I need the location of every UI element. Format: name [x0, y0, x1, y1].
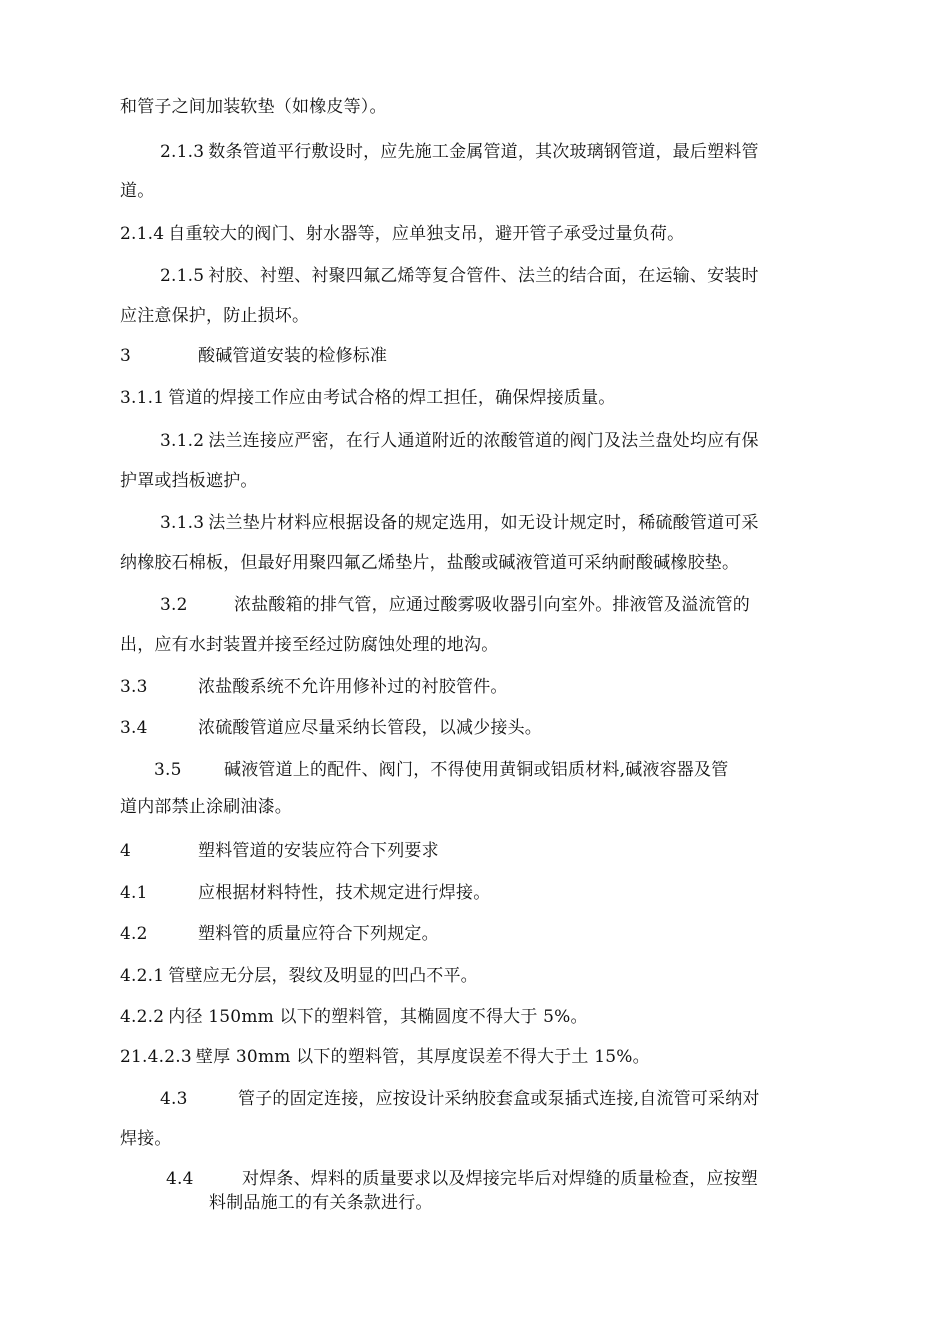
text: 管壁应无分层，裂纹及明显的凹凸不平。: [168, 966, 478, 986]
paragraph-line: [120, 552, 739, 574]
text: 浓盐酸箱的排气管，应通过酸雾吸收器引向室外。排液管及溢流管的: [234, 595, 750, 615]
text: 碱液管道上的配件、阀门，不得使用黄铜或铝质材料,碱液容器及管: [224, 760, 729, 780]
text: 焊接。: [120, 1129, 172, 1149]
paragraph-line: [120, 965, 478, 987]
text: 对焊条、焊料的质量要求以及焊接完毕后对焊缝的质量检查，应按塑: [242, 1169, 758, 1189]
heading-text: 酸碱管道安装的检修标准: [198, 346, 388, 366]
paragraph-line: [154, 759, 728, 781]
text: 管道的焊接工作应由考试合格的焊工担任，确保焊接质量。: [168, 388, 616, 408]
paragraph-line: [120, 180, 154, 202]
paragraph-line: [120, 1128, 172, 1150]
paragraph-line: [160, 1088, 760, 1110]
text: 浓盐酸系统不允许用修补过的衬胶管件。: [198, 677, 508, 697]
text: 法兰连接应严密，在行人通道附近的浓酸管道的阀门及法兰盘处均应有保: [208, 431, 759, 451]
section-number: 3.1.2: [160, 431, 205, 451]
section-number: 3: [120, 346, 132, 366]
section-number: 2.1.5: [160, 266, 205, 286]
text: 应注意保护，防止损坏。: [120, 306, 310, 326]
section-number: 2.1.4: [120, 224, 165, 244]
text: 道。: [120, 181, 155, 201]
section-number: 4.4: [166, 1169, 194, 1189]
section-number: 3.1.3: [160, 513, 205, 533]
text: 自重较大的阀门、射水器等，应单独支吊，避开管子承受过量负荷。: [168, 224, 685, 244]
paragraph-line: [120, 387, 615, 409]
section-number: 3.3: [120, 677, 148, 697]
text: 护罩或挡板遮护。: [120, 471, 258, 491]
paragraph-line: [209, 1192, 433, 1214]
text: 法兰垫片材料应根据设备的规定选用，如无设计规定时，稀硫酸管道可采: [208, 513, 759, 533]
text: 内径 150mm 以下的塑料管，其椭圆度不得大于 5%。: [168, 1007, 588, 1027]
text: 纳橡胶石棉板，但最好用聚四氟乙烯垫片，盐酸或碱液管道可采纳耐酸碱橡胶垫。: [120, 553, 740, 573]
paragraph-line: [120, 796, 292, 818]
paragraph-line: [120, 223, 684, 245]
section-number: 4.2.2: [120, 1007, 165, 1027]
text: 和管子之间加装软垫（如橡皮等）。: [120, 97, 387, 117]
paragraph-line: [160, 265, 759, 287]
paragraph-line: [160, 141, 759, 163]
paragraph-line: [120, 717, 542, 739]
paragraph-line: [120, 1006, 588, 1028]
section-number: 4.3: [160, 1089, 188, 1109]
section-number: 2.1.3: [160, 142, 205, 162]
section-number: 4: [120, 841, 132, 861]
text: 数条管道平行敷设时，应先施工金属管道，其次玻璃钢管道，最后塑料管: [208, 142, 759, 162]
paragraph-line: [120, 470, 258, 492]
heading-text: 塑料管道的安装应符合下列要求: [198, 841, 439, 861]
section-heading: [120, 345, 387, 367]
paragraph-line: [120, 1046, 650, 1068]
paragraph-line: [120, 923, 439, 945]
paragraph-line: [160, 512, 759, 534]
paragraph-line: [120, 634, 498, 656]
text: 应根据材料特性，技术规定进行焊接。: [198, 883, 491, 903]
text: 料制品施工的有关条款进行。: [209, 1193, 433, 1213]
paragraph-line: [120, 96, 387, 118]
section-number: 4.1: [120, 883, 148, 903]
text: 管子的固定连接，应按设计采纳胶套盒或泵插式连接,自流管可采纳对: [238, 1089, 760, 1109]
section-heading: [120, 840, 439, 862]
text: 衬胶、衬塑、衬聚四氟乙烯等复合管件、法兰的结合面，在运输、安装时: [208, 266, 759, 286]
paragraph-line: [166, 1168, 758, 1190]
section-number: 4.2: [120, 924, 148, 944]
section-number: 3.5: [154, 760, 182, 780]
section-number: 3.4: [120, 718, 148, 738]
text: 出，应有水封装置并接至经过防腐蚀处理的地沟。: [120, 635, 499, 655]
text: 道内部禁止涂刷油漆。: [120, 797, 292, 817]
section-number: 21.4.2.3: [120, 1047, 192, 1067]
section-number: 4.2.1: [120, 966, 165, 986]
section-number: 3.1.1: [120, 388, 165, 408]
paragraph-line: [120, 676, 508, 698]
paragraph-line: [160, 430, 759, 452]
paragraph-line: [120, 305, 309, 327]
text: 塑料管的质量应符合下列规定。: [198, 924, 439, 944]
paragraph-line: [120, 882, 490, 904]
text: 浓硫酸管道应尽量采纳长管段，以减少接头。: [198, 718, 542, 738]
text: 壁厚 30mm 以下的塑料管，其厚度误差不得大于土 15%。: [195, 1047, 650, 1067]
section-number: 3.2: [160, 595, 188, 615]
paragraph-line: [160, 594, 750, 616]
